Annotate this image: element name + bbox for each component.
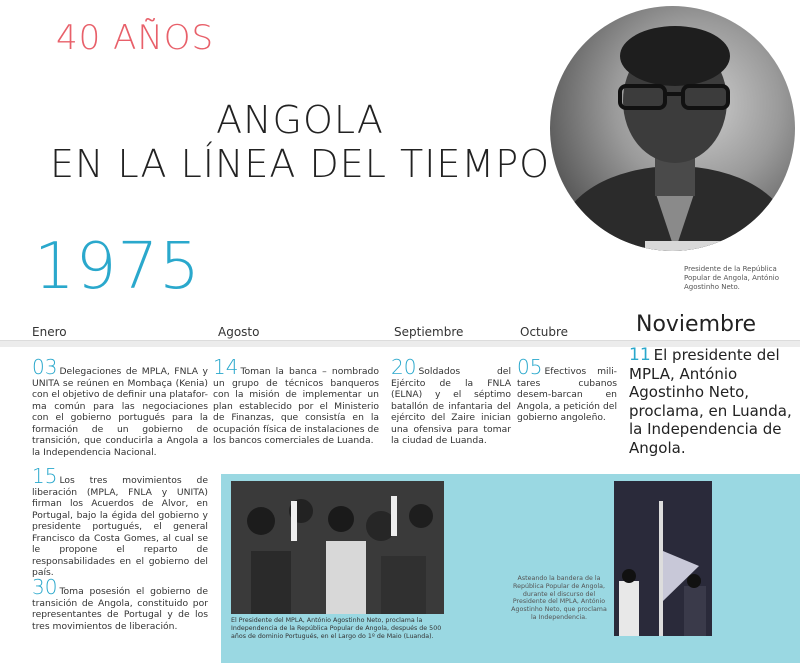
event-text: El presidente del MPLA, António Agostinho Neto, proclama, en Luanda, la Independencia de Angola. xyxy=(629,346,792,457)
crowd-illustration xyxy=(231,481,444,614)
event-text: Efectivos mili-tares cubanos desem-barcan en Angola, a petición del gobierno angoleño. xyxy=(517,366,617,423)
event-enero-30 xyxy=(32,575,208,632)
portrait-caption: Presidente de la República Popular de Angola, António Agostinho Neto. xyxy=(684,265,779,291)
event-day: 05 xyxy=(517,355,543,379)
main-title-line2: EN LA LÍNEA DEL TIEMPO xyxy=(49,142,551,186)
event-text: Delegaciones de MPLA, FNLA y UNITA se reúnen en Mombaça (Kenia) con el objetivo de definir una platafor-ma común para las negociaciones con el gobierno portugués para la formación de un gobierno de transición, que conducirla a Angola a la Independencia Nacional. xyxy=(32,366,208,458)
flag-photo-caption: Asteando la bandera de la República Popular de Angola, durante el discurso del Presidente del MPLA, António Agostinho Neto, que proclama la Independencia. xyxy=(511,575,607,621)
portrait-photo xyxy=(550,6,795,251)
event-day: 14 xyxy=(213,355,239,379)
event-text: Toman la banca – nombrado un grupo de técnicos banqueros con la misión de implementar un plan establecido por el Ministerio de Finanzas, que consistía en la ocupación física de instalaciones de los bancos comerciales de Luanda. xyxy=(213,366,379,446)
month-septiembre: Septiembre xyxy=(394,325,464,339)
month-noviembre: Noviembre xyxy=(636,312,757,337)
event-text: Los tres movimientos de liberación (MPLA, FNLA y UNITA) firman los Acuerdos de Alvor, en Portugal, bajo la égida del gobierno y presidente portugués, el general Francisco da Costa Gomes, al cual se le propone el reparto de responsabilidades en el gobierno del país. xyxy=(32,475,208,578)
main-title-line1: ANGOLA xyxy=(216,98,384,142)
proclamation-photo xyxy=(231,481,444,614)
event-septiembre-20 xyxy=(391,355,511,447)
event-enero-03 xyxy=(32,355,208,458)
event-agosto-14 xyxy=(213,355,379,447)
event-day: 11 xyxy=(629,345,651,365)
month-agosto: Agosto xyxy=(218,325,260,339)
anniversary-subtitle: 40 AÑOS xyxy=(56,18,215,58)
flag-raising-photo xyxy=(614,481,712,636)
event-day: 20 xyxy=(391,355,417,379)
event-day: 15 xyxy=(32,464,58,488)
main-title xyxy=(0,98,600,186)
proclamation-photo-caption: El Presidente del MPLA, António Agostinho Neto, proclama la Independencia de la República Popular de Angola, después de 500 años de dominio Portugués, en el Largo do 1º de Maio (Luanda). xyxy=(231,617,442,640)
event-text: Soldados del Ejército de la FNLA (ELNA) y el séptimo batallón de infantaria del ejército del Zaire inician una ofensiva para tomar la ciudad de Luanda. xyxy=(391,366,511,446)
event-noviembre-11 xyxy=(629,346,799,457)
year-heading: 1975 xyxy=(34,230,201,304)
month-enero: Enero xyxy=(32,325,67,339)
flag-illustration xyxy=(614,481,712,636)
event-day: 03 xyxy=(32,355,58,379)
month-octubre: Octubre xyxy=(520,325,569,339)
portrait-illustration xyxy=(550,6,795,251)
event-octubre-05 xyxy=(517,355,617,424)
event-enero-15 xyxy=(32,464,208,579)
event-day: 30 xyxy=(32,575,58,599)
event-text: Toma posesión el gobierno de transición de Angola, constituido por representantes de Portugal y de los tres movimientos de liberación. xyxy=(32,586,208,632)
